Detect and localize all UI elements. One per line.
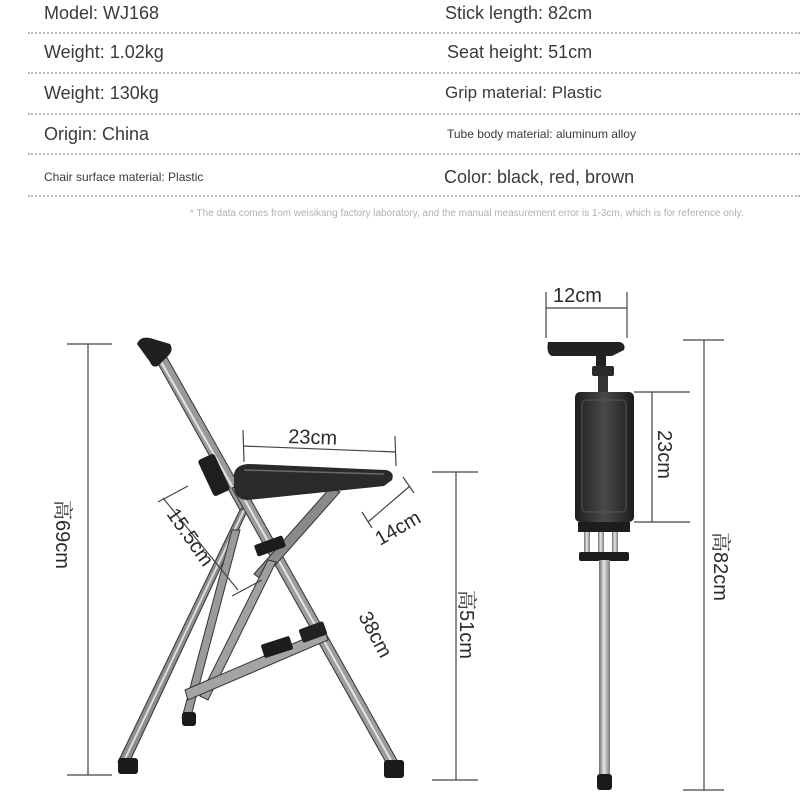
spec-chair-material: Chair surface material: Plastic [44, 170, 204, 184]
spec-weight: Weight: 1.02kg [44, 42, 164, 62]
cane-shaft [599, 560, 610, 778]
seat-depth-label: 14cm [371, 506, 425, 551]
t-handle [548, 342, 625, 368]
spec-load-weight: Weight: 130kg [44, 83, 159, 103]
spec-origin: Origin: China [44, 124, 150, 144]
cane-tip [597, 774, 612, 790]
folded-cane-drawing [548, 342, 635, 790]
folded-seat-body [575, 392, 634, 522]
seat-surface [234, 464, 393, 500]
spec-stick-length: Stick length: 82cm [445, 3, 593, 23]
handle-width-label: 12cm [553, 285, 602, 307]
open-seat-drawing [118, 338, 404, 778]
spec-seat-height: Seat height: 51cm [447, 42, 593, 62]
foot-pad [118, 758, 138, 774]
seat-width-label: 23cm [287, 426, 338, 450]
height-51-label: 高51cm [455, 590, 477, 659]
leg-length-label: 38cm [353, 608, 396, 662]
foot-pad [182, 712, 196, 726]
spec-model: Model: WJ168 [44, 3, 160, 23]
body-height-label: 23cm [653, 430, 675, 479]
spec-tube-material: Tube body material: aluminum alloy [447, 127, 636, 141]
leg-segment-label: 15.5cm [161, 504, 218, 571]
spec-grip-material: Grip material: Plastic [445, 83, 602, 102]
height-69-label: 高69cm [51, 500, 73, 569]
reference-note: * The data comes from weisikang factory laboratory, and the manual measurement error is 1-3cm, which is for reference only. [190, 208, 744, 219]
spec-color: Color: black, red, brown [444, 167, 635, 187]
height-82-label: 高82cm [709, 532, 731, 601]
foot-pad [384, 760, 404, 778]
